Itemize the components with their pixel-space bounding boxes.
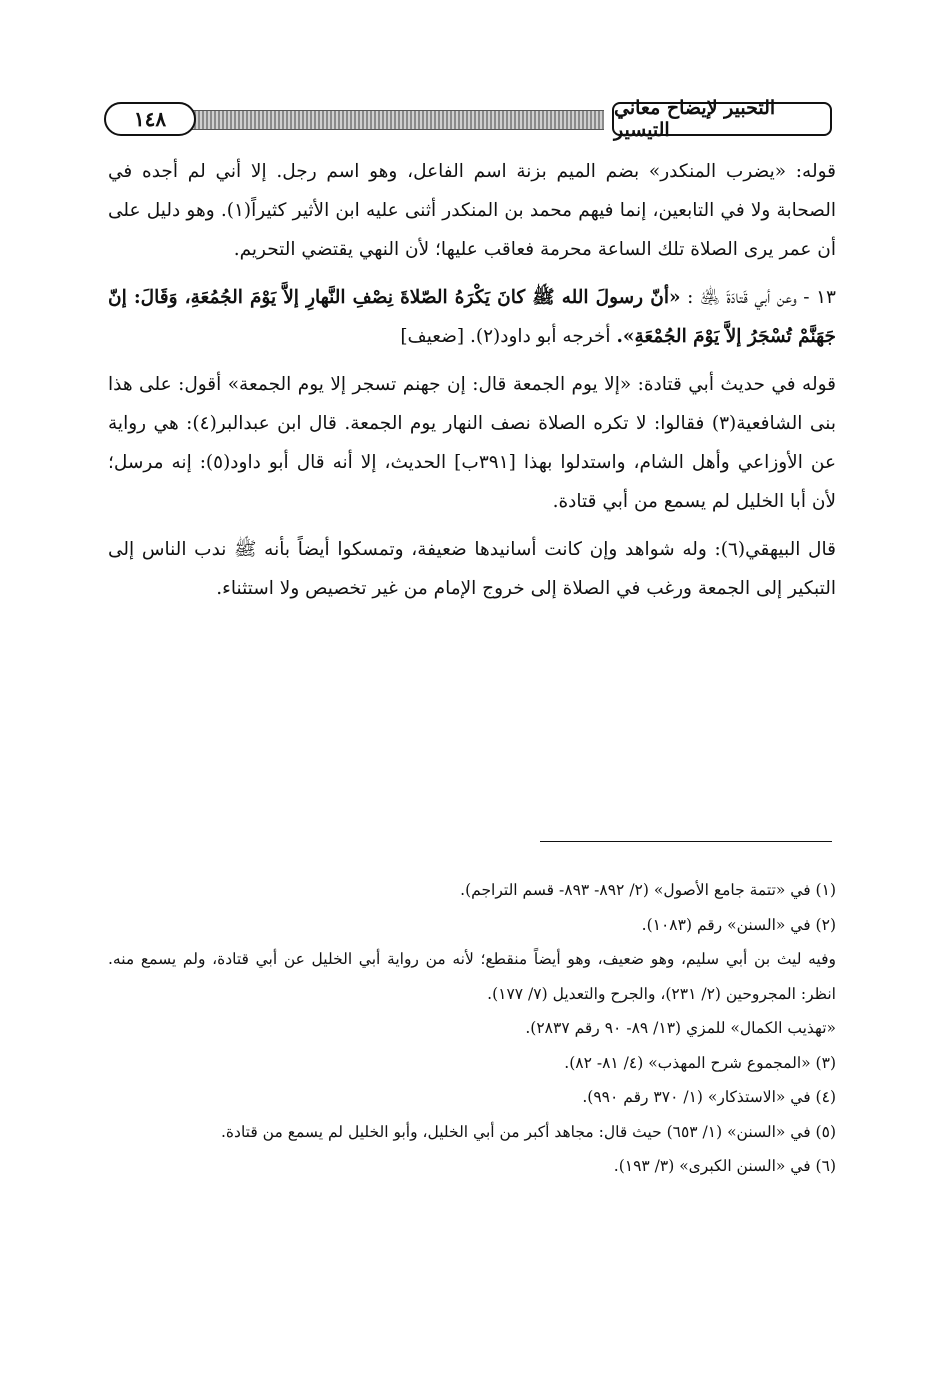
footnotes bbox=[108, 873, 836, 1184]
footnote-2-detail: وفيه ليث بن أبي سليم، وهو ضعيف، وهو أيضاً منقطع؛ لأنه من رواية أبي الخليل عن أبي قتادة، ولم يسمع منه. انظر: المجروحين (٢/ ٢٣١)، والجرح والتعديل (٧/ ١٧٧). bbox=[108, 950, 836, 1003]
footnote-4: (٤) في «الاستذكار» (١/ ٣٧٠ رقم ٩٩٠). bbox=[582, 1088, 836, 1106]
footnote-3: (٣) «المجموع شرح المهذب» (٤/ ٨١- ٨٢). bbox=[564, 1053, 836, 1072]
footnote-1: (١) في «تتمة جامع الأصول» (٢/ ٨٩٢- ٨٩٣- قسم التراجم). bbox=[460, 881, 836, 899]
page-number: ١٤٨ bbox=[104, 102, 196, 136]
footnote-2: (٢) في «السنن» رقم (١٠٨٣). bbox=[641, 915, 836, 934]
hadith-source: أخرجه أبو داود(٢). [ضعيف] bbox=[400, 326, 617, 347]
footnote-2-reference: «تهذيب الكمال» للمزي (١٣/ ٨٩- ٩٠ رقم ٢٨٣٧). bbox=[525, 1019, 836, 1037]
footnote-5: (٥) في «السنن» (١/ ٦٥٣) حيث قال: مجاهد أكبر من أبي الخليل، وأبو الخليل لم يسمع من قتادة. bbox=[221, 1122, 836, 1141]
hadith-text: «أنّ رسولَ الله ﷺ كانَ يَكْرَهُ الصّلاةَ نِصْفِ النَّهارِ إلاَّ يَوْمَ الجُمُعَةِ، وَقَالَ: إنّ جَهَنَّمْ تُسْجَرُ إلاَّ يَوْمَ الجُمْعَةِ». bbox=[108, 287, 836, 347]
paragraph-4: قال البيهقي(٦): وله شواهد وإن كانت أسانيدها ضعيفة، وتمسكوا أيضاً بأنه ﷺ ندب الناس إلى التبكير إلى الجمعة ورغب في الصلاة إلى خروج الإمام من غير تخصيص ولا استثناء. bbox=[108, 539, 836, 599]
page-header bbox=[104, 98, 832, 144]
hadith-paragraph bbox=[108, 278, 836, 356]
paragraph-3: قوله في حديث أبي قتادة: «إلا يوم الجمعة قال: إن جهنم تسجر إلا يوم الجمعة» أقول: على هذا بنى الشافعية(٣) فقالوا: لا تكره الصلاة نصف النهار يوم الجمعة. قال ابن عبدالبر(٤): هي رواية عن الأوزاعي وأهل الشام، واستدلوا بهذا [٣٩١ب] الحديث، إلا أنه قال أبو داود(٥): إنه مرسل؛ لأن أبا الخليل لم يسمع من أبي قتادة. bbox=[108, 374, 837, 512]
footnote-6: (٦) في «السنن الكبرى» (٣/ ١٩٣). bbox=[613, 1157, 836, 1175]
paragraph-1: قوله: «يضرب المنكدر» بضم الميم بزنة اسم الفاعل، وهو اسم رجل. إلا أني لم أجده في الصحابة ولا في التابعين، إنما فيهم محمد بن المنكدر أثنى عليه ابن الأثير كثيراً(١). وهو دليل على أن عمر يرى الصلاة تلك الساعة محرمة فعاقب عليها؛ لأن النهي يقتضي التحريم. bbox=[108, 161, 836, 260]
running-title: التحبير لإيضاح معاني التيسير bbox=[612, 102, 832, 136]
main-text bbox=[108, 152, 836, 608]
header-decorative-band bbox=[186, 110, 604, 130]
footnote-divider bbox=[540, 841, 832, 842]
hadith-intro: ١٣ - وعن أبي قَتادَةَ ﵁ : bbox=[680, 287, 836, 308]
